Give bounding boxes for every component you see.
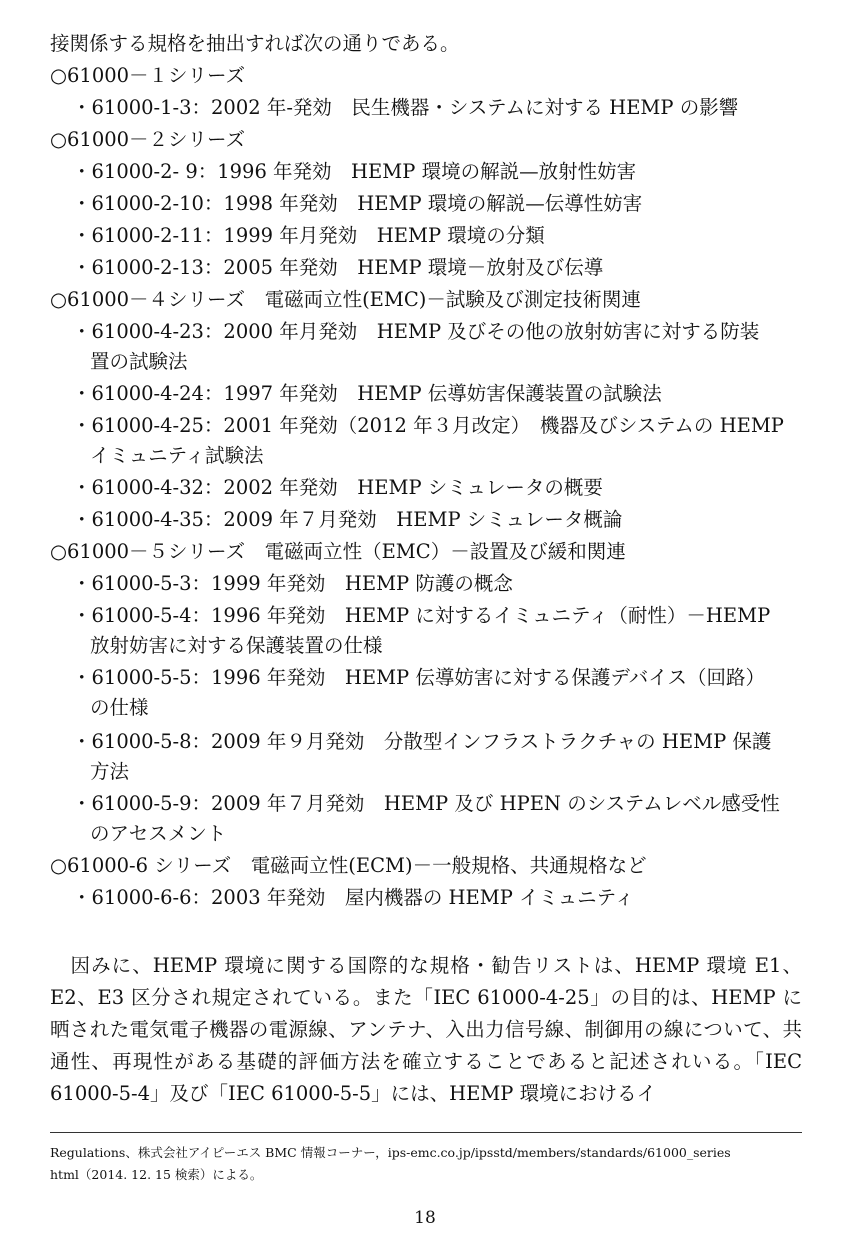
list-item: ・61000-6-6：2003 年発効 屋内機器の HEMP イミュニティ xyxy=(72,886,635,909)
series-heading-6: ○61000-6 シリーズ 電磁両立性(ECM)－一般規格、共通規格など xyxy=(50,854,647,877)
body-paragraph: 因みに、HEMP 環境に関する国際的な規格・勧告リストは、HEMP 環境 E1、E2、E3 区分され規定されている。また「IEC 61000-4-25」の目的は、HEMP に晒された電気電子機器の電源線、アンテナ、入出力信号線、制御用の線について、共通性、再現性がある基礎的評価方法を確立することであると記述されいる。「IEC 61000-5-4」及び「IEC 61000-5-5」には、HEMP 環境におけるイ xyxy=(50,954,802,1105)
list-item-continuation: 放射妨害に対する保護装置の仕様 xyxy=(90,634,383,657)
list-item-continuation: の仕様 xyxy=(90,696,149,719)
list-item: ・61000-5-3：1999 年発効 HEMP 防護の概念 xyxy=(72,572,513,595)
list-item: ・61000-4-24：1997 年発効 HEMP 伝導妨害保護装置の試験法 xyxy=(72,382,662,405)
list-item: ・61000-4-25：2001 年発効（2012 年３月改定） 機器及びシステムの HEMP xyxy=(72,414,784,437)
list-item: ・61000-5-8：2009 年９月発効 分散型インフラストラクチャの HEMP 保護 xyxy=(72,730,772,753)
series-heading-5: ○61000－５シリーズ 電磁両立性（EMC）－設置及び緩和関連 xyxy=(50,540,626,563)
list-item: ・61000-4-23：2000 年月発効 HEMP 及びその他の放射妨害に対する防装 xyxy=(72,320,760,343)
list-item: ・61000-5-4：1996 年発効 HEMP に対するイミュニティ（耐性）－HEMP xyxy=(72,604,771,627)
list-item: ・61000-1-3：2002 年-発効 民生機器・システムに対する HEMP の影響 xyxy=(72,96,739,119)
footnote-divider xyxy=(50,1132,802,1133)
list-item: ・61000-5-5：1996 年発効 HEMP 伝導妨害に対する保護デバイス（回路） xyxy=(72,666,766,689)
list-item: ・61000-2-11：1999 年月発効 HEMP 環境の分類 xyxy=(72,224,545,247)
list-item: ・61000-2-10：1998 年発効 HEMP 環境の解説—伝導性妨害 xyxy=(72,192,643,215)
list-item-continuation: のアセスメント xyxy=(90,822,227,845)
list-item: ・61000-4-35：2009 年７月発効 HEMP シミュレータ概論 xyxy=(72,508,623,531)
list-item: ・61000-4-32：2002 年発効 HEMP シミュレータの概要 xyxy=(72,476,603,499)
list-item-continuation: 方法 xyxy=(90,760,130,783)
footnote-line: Regulations、株式会社アイピーエス BMC 情報コーナー，ips-emc.co.jp/ipsstd/members/standards/61000_series xyxy=(50,1145,731,1160)
list-item-continuation: イミュニティ試験法 xyxy=(90,444,264,467)
series-heading-1: ○61000－１シリーズ xyxy=(50,64,246,87)
list-item: ・61000-2- 9：1996 年発効 HEMP 環境の解説—放射性妨害 xyxy=(72,160,637,183)
series-heading-4: ○61000－４シリーズ 電磁両立性(EMC)－試験及び測定技術関連 xyxy=(50,288,641,311)
footnote-line: html（2014. 12. 15 検索）による。 xyxy=(50,1167,263,1182)
page-number: 18 xyxy=(414,1208,436,1228)
series-heading-2: ○61000－２シリーズ xyxy=(50,128,246,151)
list-item: ・61000-2-13：2005 年発効 HEMP 環境－放射及び伝導 xyxy=(72,256,604,279)
intro-line: 接関係する規格を抽出すれば次の通りである。 xyxy=(50,32,460,55)
list-item: ・61000-5-9：2009 年７月発効 HEMP 及び HPEN のシステムレベル感受性 xyxy=(72,792,780,815)
list-item-continuation: 置の試験法 xyxy=(90,350,188,373)
